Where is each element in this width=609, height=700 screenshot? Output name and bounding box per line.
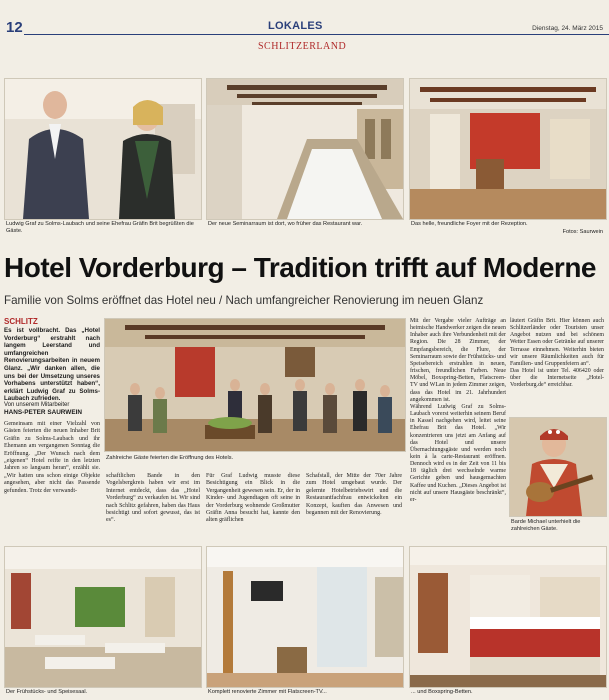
column-1-body: Gemeinsam mit einer Vielzahl von Gästen feierten die neuen Inhaber Brit Gräfin zu Solms-Laubach und ihr Ehemann am vergangenen Sonntag die Eröffnung. „Der Wunsch nach dem „eigenen“ Hotel reifte in den letzten Jahren so langsam heran“, erzählt sie. „Wir hatten uns schon einige Objekte angesehen, aber nicht das Passende gefunden. Trotz der verwandt- bbox=[4, 421, 100, 494]
photo-breakfast-room bbox=[4, 546, 202, 688]
photo-caption-1: Ludwig Graf zu Solms-Laubach und seine Ehefrau Gräfin Brit begrüßten die Gäste. bbox=[6, 221, 194, 234]
article-headline: Hotel Vorderburg – Tradition trifft auf Moderne bbox=[4, 252, 596, 283]
column-2-body: schaftlichen Bande in den Vogelsbergkreis haben wir erst im Internet entdeckt, dass das „Hotel Vorderburg“ zu verkaufen ist. Wir sind nach Schlitz gefahren, haben das Haus besichtigt und sofort gewusst, das ist es“. bbox=[106, 473, 200, 524]
photo-caption-3: Das helle, freundliche Foyer mit der Rezeption. bbox=[411, 221, 528, 227]
subsection-title: SCHLITZERLAND bbox=[258, 41, 347, 52]
photo-caption-2: Der neue Seminarraum ist dort, wo früher das Restaurant war. bbox=[208, 221, 363, 227]
column-4-body: Schafstall, der Mitte der 70er Jahre zum Hotel umgebaut wurde. Der gelernte Hotelbetriebswirt und die Restaurantfachfrau entwickelten ein Konzept, kauften das Anwesen und begannen mit der Renovierung. bbox=[306, 473, 402, 517]
page-number: 12 bbox=[6, 19, 23, 36]
column-3-body: Für Graf Ludwig musste diese Besichtigung ein Blick in die Vergangenheit gewesen sein. Er, der in Kinder- und Jugendtagen oft seine in der Vorderburg wohnende Großmutter Gräfin Anna besucht hat, kannte den alten gräflichen bbox=[206, 473, 300, 524]
center-photo-caption: Zahlreiche Gäste feierten die Eröffnung des Hotels. bbox=[106, 455, 234, 461]
bard-photo-caption: Barde Michael unterhielt die zahlreichen Gäste. bbox=[511, 519, 581, 532]
byline-name: HANS-PETER SAURWEIN bbox=[4, 409, 82, 416]
column-6-body: läutert Gräfin Brit. Hier können auch Schlitzerländer oder Touristen unser Angebot nutzen und bei schönem Wetter Essen oder Getränke auf unserer Terrasse einnehmen. Weiterhin bieten wir unsere Räumlichkeiten auch für Familien- und Gruppenfeiern an“. Das Hotel ist unter Tel. 406420 oder über die Internetseite „Hotel-Vorderburg.de“ erreichbar. bbox=[510, 318, 604, 389]
article-lead: Es ist vollbracht. Das „Hotel Vorderburg“ erstrahlt nach langem Leerstand und umfangreichen Renovierungsarbeiten in neuem Glanz. „Wir danken allen, die uns bei der Umsetzung unseres Vorhabens unterstützt haben“, erklärt Ludwig Graf zu Solms-Laubach zufrieden. bbox=[4, 327, 100, 403]
photo-foyer bbox=[409, 78, 607, 220]
photo-seminar-room bbox=[206, 78, 404, 220]
photo-bard bbox=[509, 417, 607, 517]
photo-count-and-countess bbox=[4, 78, 202, 220]
section-title: LOKALES bbox=[268, 20, 323, 32]
column-5-body: Mit der Vergabe vieler Aufträge an heimische Handwerker zeigen die neuen Inhaber auch ihre Verbundenheit mit der Region. Die 28 Zimmer, der Empfangsbereich, die Flure, der Seminarraum sowie der Frühstücks- und Speisebereich erstrahlen in neuen, frischen, freundlichen Farben. Neue Möbel, Boxspring-Betten, Flatscreen-TV und WLan in jedem Zimmer zeigen, dass das Hotel im 21. Jahrhundert angekommen ist. Während Ludwig Graf zu Solms-Laubach vorerst weiterhin seinem Beruf in Kassel nachgehen wird, leitet seine Ehefrau Brit das Hotel. „Wir konzentrieren uns jetzt am Anfang auf das Hotel und unsere Übernachtungsgäste und werden noch kein à la carte-Restaurant eröffnen. Dennoch wird es in der Zeit von 11 bis 18 täglich drei wechselnde warme Gerichte geben und hausgemachten Kaffee und Kuchen. „Dieses Angebot ist nicht auf unsere Hausgäste beschränkt“, er- bbox=[410, 318, 506, 503]
bottom-caption-3: ... und Boxspring-Betten. bbox=[411, 689, 473, 695]
bottom-caption-1: Der Frühstücks- und Speisesaal. bbox=[6, 689, 88, 695]
photo-renovated-room-tv bbox=[206, 546, 404, 688]
page-header bbox=[0, 0, 609, 52]
photo-boxspring-bed bbox=[409, 546, 607, 688]
photo-credit: Fotos: Saurwein bbox=[562, 229, 603, 235]
issue-date: Dienstag, 24. März 2015 bbox=[532, 25, 603, 32]
location-tag: SCHLITZ bbox=[4, 317, 38, 326]
byline-intro: Von unserem Mitarbeiter bbox=[4, 402, 70, 408]
photo-opening-party bbox=[104, 318, 406, 452]
article-subheadline: Familie von Solms eröffnet das Hotel neu / Nach umfangreicher Renovierung im neuen Glanz bbox=[4, 294, 484, 307]
header-rule bbox=[24, 34, 609, 35]
bottom-caption-2: Komplett renovierte Zimmer mit Flatscreen-TV... bbox=[208, 689, 327, 695]
